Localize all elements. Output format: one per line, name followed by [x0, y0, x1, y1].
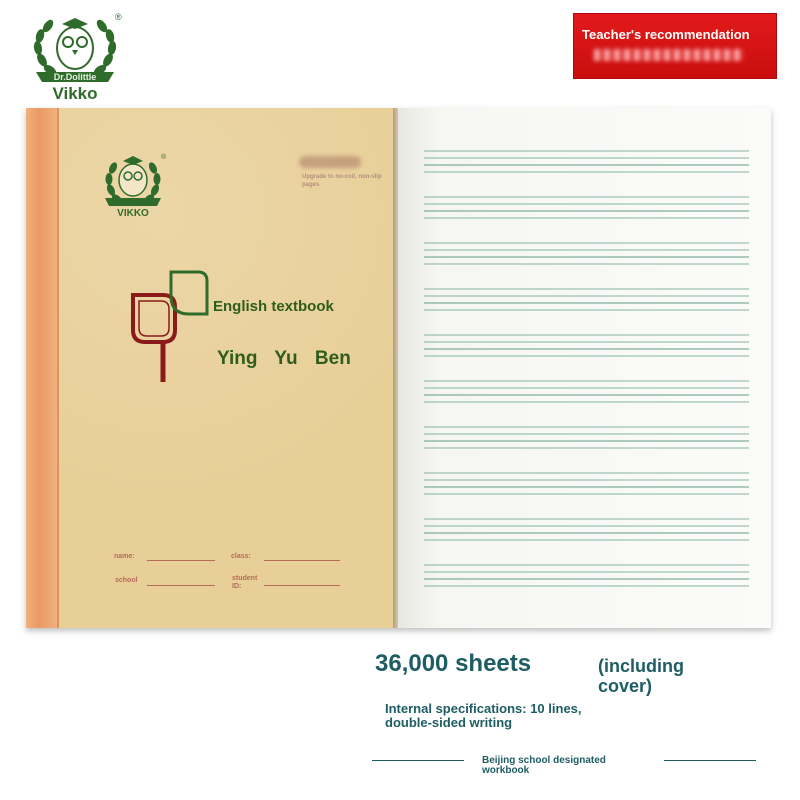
footer-divider-right: [664, 760, 756, 761]
name-label: name:: [114, 553, 135, 560]
name-line: [147, 560, 215, 561]
internal-specifications: Internal specifications: 10 lines, double-sided writing: [385, 701, 582, 730]
svg-text:Vikko: Vikko: [52, 84, 98, 102]
stamp-note: Upgrade to no-coil, non-slip pages: [302, 174, 382, 188]
writing-lines: [424, 150, 749, 590]
school-line: [147, 585, 215, 586]
cover-subtitle: English textbook: [213, 298, 334, 315]
svg-text:®: ®: [115, 12, 122, 22]
notebook-spine: [26, 108, 59, 628]
notebook-image: [26, 108, 771, 628]
ying-yu-mark-icon: [123, 270, 223, 385]
svg-text:Dr.Dolittle: Dr.Dolittle: [53, 72, 97, 82]
sheets-note: (including cover): [598, 656, 684, 696]
class-label: class:: [231, 553, 251, 560]
cover-stamp: [299, 156, 382, 196]
blurred-badge-text: [594, 49, 744, 61]
badge-label: Teacher's recommendation: [582, 27, 750, 42]
footer-divider-left: [372, 760, 464, 761]
svg-text:®: ®: [161, 154, 167, 161]
student-id-label: student ID:: [232, 575, 258, 590]
student-id-line: [264, 585, 340, 586]
footer-text: Beijing school designated workbook: [482, 755, 606, 776]
teacher-recommendation-badge: [573, 13, 777, 79]
blurred-stamp-text: [299, 156, 361, 168]
cover-title: Ying Yu Ben: [217, 348, 351, 369]
svg-text:VIKKO: VIKKO: [117, 208, 149, 218]
sheets-count: 36,000 sheets: [375, 650, 532, 677]
brand-logo: [28, 10, 124, 102]
cover-logo: [97, 152, 187, 218]
school-label: school: [115, 577, 138, 584]
cover-laurel-owl-icon: [97, 152, 187, 218]
notebook-cover: [59, 108, 397, 628]
class-line: [264, 560, 340, 561]
laurel-owl-icon: [28, 10, 124, 102]
